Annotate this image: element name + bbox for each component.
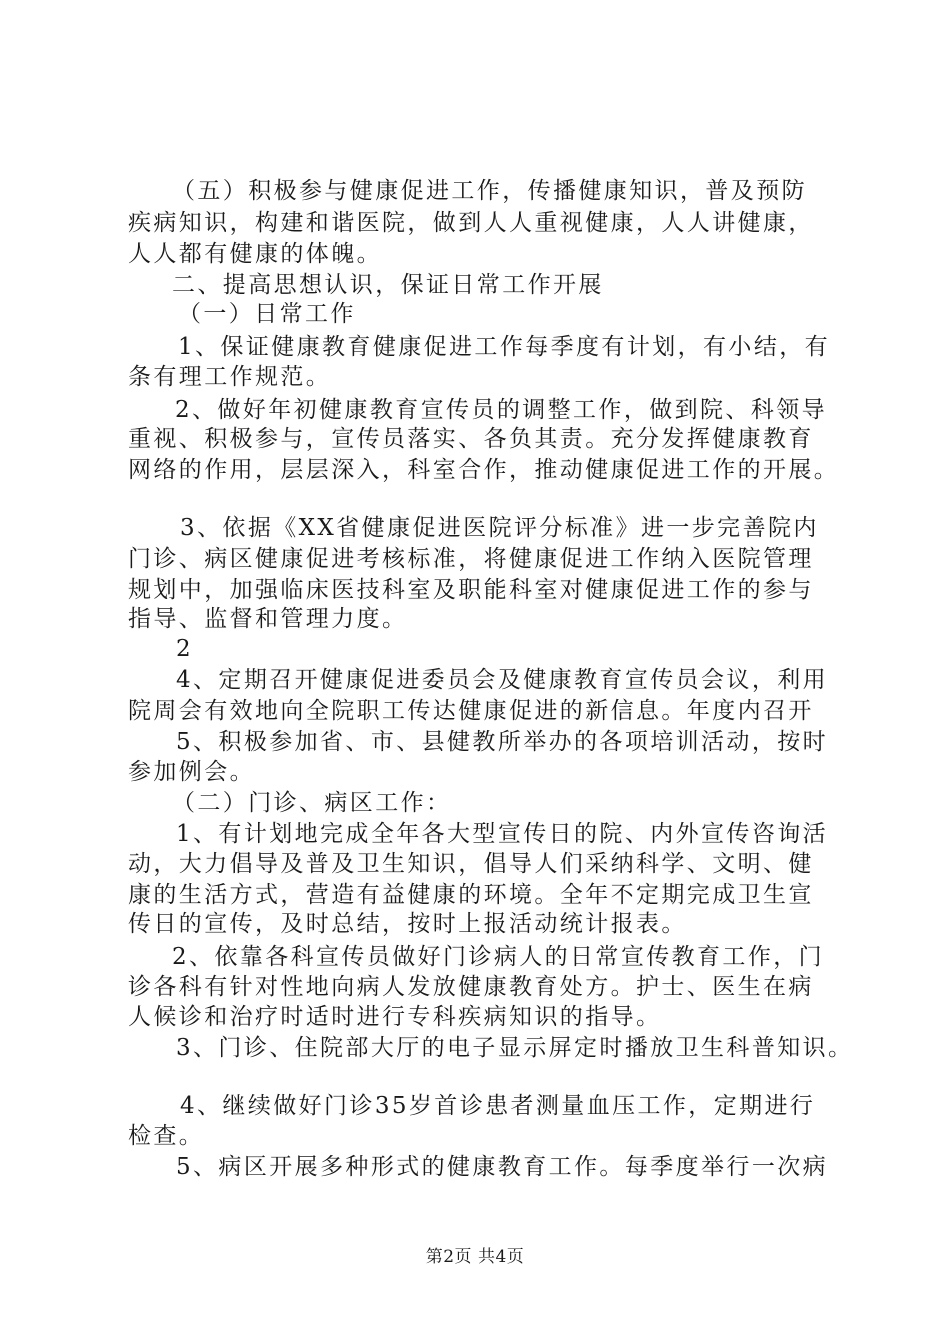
text-line: （二）门诊、病区工作：	[172, 790, 452, 816]
text-line: 院周会有效地向全院职工传达健康促进的新信息。年度内召开	[128, 698, 814, 724]
text-line: 3、依据《XX省健康促进医院评分标准》进一步完善院内	[180, 515, 819, 541]
text-line: 5、积极参加省、市、县健教所举办的各项培训活动，按时	[176, 729, 829, 755]
text-line: 规划中，加强临床医技科室及职能科室对健康促进工作的参与	[128, 577, 814, 603]
text-line: 4、定期召开健康促进委员会及健康教育宣传员会议，利用	[176, 667, 829, 693]
text-line: 网络的作用，层层深入，科室合作，推动健康促进工作的开展。	[128, 457, 840, 483]
text-line: 康的生活方式，营造有益健康的环境。全年不定期完成卫生宣	[128, 882, 814, 908]
text-line: （五）积极参与健康促进工作，传播健康知识，普及预防	[172, 178, 807, 204]
text-line: （一）日常工作	[178, 301, 356, 327]
text-line: 人人都有健康的体魄。	[128, 241, 382, 267]
text-line: 重视、积极参与，宣传员落实、各负其责。充分发挥健康教育	[128, 426, 814, 452]
text-line: 检查。	[128, 1123, 205, 1149]
text-line: 条有理工作规范。	[128, 364, 332, 390]
text-line: 动，大力倡导及普及卫生知识，倡导人们采纳科学、文明、健	[128, 851, 814, 877]
text-line: 二、提高思想认识，保证日常工作开展	[172, 272, 604, 298]
text-line: 1、有计划地完成全年各大型宣传日的院、内外宣传咨询活	[176, 821, 829, 847]
text-line: 人候诊和治疗时适时进行专科疾病知识的指导。	[128, 1004, 662, 1030]
text-line: 3、门诊、住院部大厅的电子显示屏定时播放卫生科普知识。	[176, 1035, 854, 1061]
text-line: 传日的宣传，及时总结，按时上报活动统计报表。	[128, 911, 687, 937]
text-line: 2、做好年初健康教育宣传员的调整工作，做到院、科领导	[175, 397, 828, 423]
text-line: 4、继续做好门诊35岁首诊患者测量血压工作，定期进行	[180, 1093, 816, 1119]
text-line: 2、依靠各科宣传员做好门诊病人的日常宣传教育工作，门	[172, 944, 825, 970]
text-line: 指导、监督和管理力度。	[128, 606, 408, 632]
text-line: 诊各科有针对性地向病人发放健康教育处方。护士、医生在病	[128, 974, 814, 1000]
text-line: 疾病知识，构建和谐医院，做到人人重视健康，人人讲健康，	[128, 210, 814, 236]
text-line: 1、保证健康教育健康促进工作每季度有计划，有小结，有	[178, 334, 831, 360]
page-footer: 第2页 共4页	[425, 1247, 525, 1267]
text-line: 门诊、病区健康促进考核标准，将健康促进工作纳入医院管理	[128, 546, 814, 572]
page-number-inline: 2	[176, 636, 194, 662]
text-line: 5、病区开展多种形式的健康教育工作。每季度举行一次病	[176, 1154, 829, 1180]
text-line: 参加例会。	[128, 759, 255, 785]
